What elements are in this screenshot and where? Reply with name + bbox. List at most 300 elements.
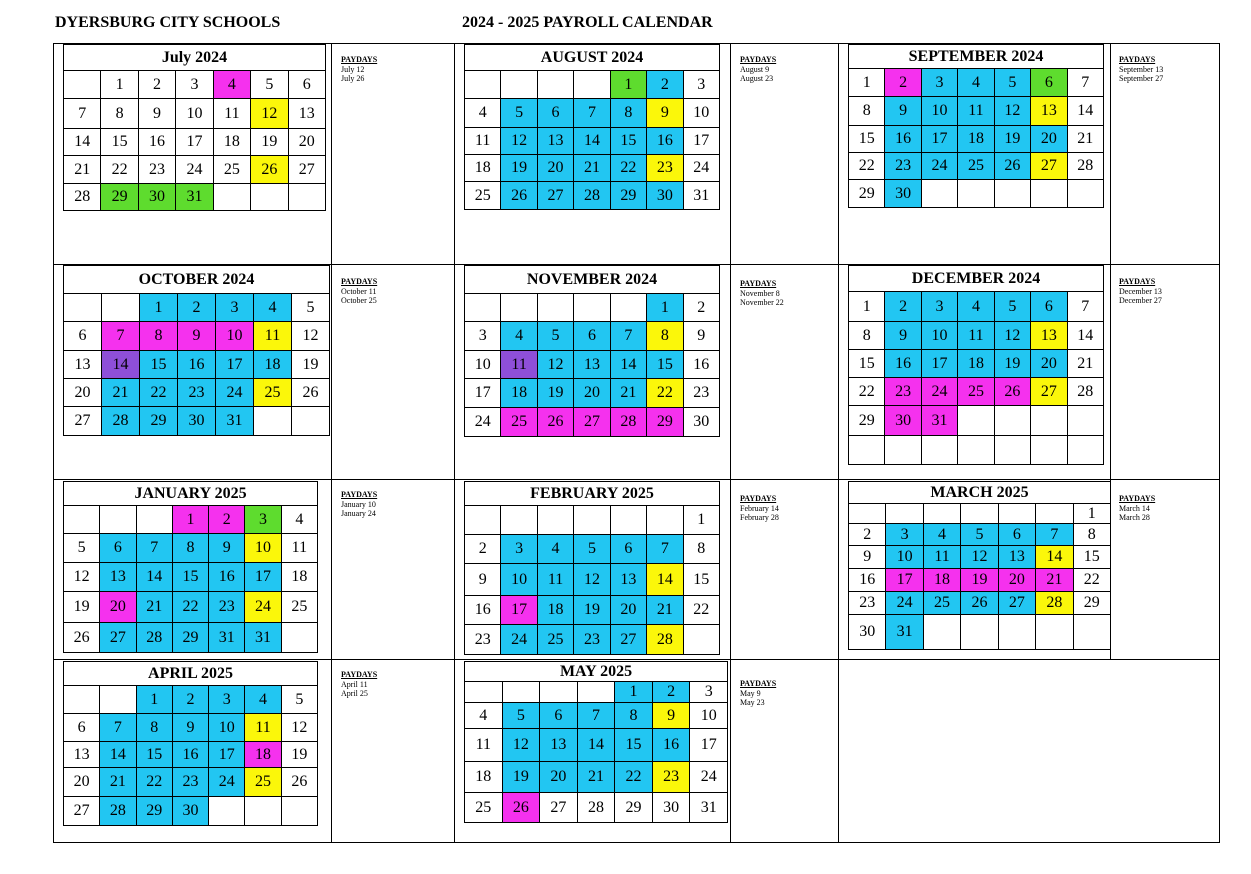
day-cell: 20 (100, 592, 136, 623)
month-calendar (464, 661, 728, 823)
day-cell: 23 (209, 592, 245, 623)
week-row (849, 180, 1104, 208)
day-cell: 14 (1067, 322, 1103, 350)
payday-date: August 23 (740, 74, 774, 84)
week-row (465, 128, 720, 155)
day-cell: 10 (465, 351, 501, 379)
day-cell: 10 (690, 703, 728, 729)
day-cell: 25 (465, 182, 501, 210)
day-cell: 30 (885, 180, 921, 208)
day-cell: 19 (251, 129, 288, 156)
day-cell: 22 (1073, 569, 1110, 592)
empty-day-cell (849, 436, 885, 465)
day-cell: 22 (172, 592, 208, 623)
day-cell: 4 (537, 535, 573, 564)
paydays-heading: PAYDAYS (740, 279, 777, 288)
week-row (849, 350, 1104, 378)
empty-day-cell (1031, 180, 1067, 208)
empty-day-cell (64, 294, 102, 322)
grid-divider (730, 43, 731, 843)
day-cell: 28 (1067, 153, 1103, 180)
week-row (64, 686, 318, 714)
empty-day-cell (849, 504, 886, 524)
day-cell: 14 (136, 563, 172, 592)
day-cell: 20 (574, 379, 610, 408)
day-cell: 6 (64, 322, 102, 351)
day-cell: 4 (465, 99, 501, 128)
day-cell: 22 (136, 768, 172, 797)
day-cell: 4 (465, 703, 503, 729)
day-cell: 6 (610, 535, 646, 564)
day-cell: 15 (849, 350, 885, 378)
day-cell: 8 (615, 703, 653, 729)
day-cell: 8 (1073, 524, 1110, 546)
day-cell: 15 (610, 128, 646, 155)
day-cell: 1 (683, 506, 719, 535)
day-cell: 16 (885, 126, 921, 153)
day-cell: 25 (213, 156, 250, 184)
day-cell: 13 (610, 564, 646, 596)
month-title: MARCH 2025 (849, 482, 1111, 504)
day-cell: 27 (998, 592, 1035, 615)
payday-date: July 12 (341, 65, 365, 75)
day-cell: 19 (64, 592, 100, 623)
day-cell: 29 (1073, 592, 1110, 615)
day-cell: 6 (574, 322, 610, 351)
week-row (465, 351, 720, 379)
month-title: July 2024 (64, 45, 326, 71)
day-cell: 6 (537, 99, 573, 128)
day-cell: 25 (245, 768, 281, 797)
day-cell: 22 (849, 153, 885, 180)
day-cell: 27 (1031, 378, 1067, 406)
month-calendar (63, 661, 318, 826)
week-row (64, 797, 318, 826)
day-cell: 3 (683, 71, 719, 99)
day-cell: 4 (501, 322, 537, 351)
week-row (849, 436, 1104, 465)
week-row (64, 534, 318, 563)
week-row (64, 592, 318, 623)
day-cell: 26 (251, 156, 288, 184)
day-cell: 12 (502, 729, 540, 762)
day-cell: 1 (615, 682, 653, 703)
empty-day-cell (537, 294, 573, 322)
day-cell: 12 (292, 322, 330, 351)
empty-day-cell (502, 682, 540, 703)
day-cell: 31 (683, 182, 719, 210)
day-cell: 23 (178, 379, 216, 407)
empty-day-cell (281, 797, 317, 826)
day-cell: 29 (615, 793, 653, 823)
day-cell: 16 (172, 742, 208, 768)
day-cell: 25 (281, 592, 317, 623)
day-cell: 10 (921, 97, 957, 126)
day-cell: 24 (216, 379, 254, 407)
day-cell: 26 (994, 153, 1030, 180)
payday-date: November 8 (740, 289, 780, 299)
week-row (465, 294, 720, 322)
day-cell: 7 (610, 322, 646, 351)
week-row (64, 506, 318, 534)
empty-day-cell (501, 506, 537, 535)
day-cell: 31 (209, 623, 245, 653)
day-cell: 19 (994, 350, 1030, 378)
day-cell: 7 (577, 703, 615, 729)
page-title: 2024 - 2025 PAYROLL CALENDAR (462, 14, 713, 31)
week-row (64, 156, 326, 184)
payday-date: May 9 (740, 689, 761, 699)
day-cell: 20 (288, 129, 325, 156)
day-cell: 19 (537, 379, 573, 408)
week-row (849, 153, 1104, 180)
day-cell: 27 (540, 793, 578, 823)
payday-date: October 25 (341, 296, 377, 306)
day-cell: 4 (245, 686, 281, 714)
day-cell: 2 (683, 294, 720, 322)
empty-day-cell (465, 71, 501, 99)
paydays-box (1119, 55, 1163, 84)
day-cell: 12 (961, 546, 998, 569)
day-cell: 29 (849, 180, 885, 208)
day-cell: 21 (1067, 126, 1103, 153)
paydays-heading: PAYDAYS (1119, 55, 1156, 64)
empty-day-cell (610, 294, 646, 322)
empty-day-cell (923, 615, 960, 650)
day-cell: 25 (537, 625, 573, 655)
day-cell: 21 (102, 379, 140, 407)
day-cell: 24 (683, 155, 719, 182)
empty-day-cell (100, 506, 136, 534)
empty-day-cell (885, 436, 921, 465)
day-cell: 7 (647, 535, 683, 564)
paydays-box (341, 670, 377, 699)
day-cell: 13 (540, 729, 578, 762)
day-cell: 7 (1036, 524, 1073, 546)
day-cell: 21 (100, 768, 136, 797)
day-cell: 16 (652, 729, 690, 762)
month-title: SEPTEMBER 2024 (849, 45, 1104, 69)
day-cell: 23 (647, 155, 683, 182)
day-cell: 11 (958, 97, 994, 126)
grid-divider (53, 659, 1220, 660)
day-cell: 7 (1067, 69, 1103, 97)
week-row (64, 71, 326, 99)
day-cell: 9 (885, 322, 921, 350)
day-cell: 26 (502, 793, 540, 823)
empty-day-cell (465, 682, 503, 703)
day-cell: 9 (138, 99, 175, 129)
payday-date: April 11 (341, 680, 368, 690)
month-calendar (63, 265, 330, 436)
day-cell: 25 (958, 153, 994, 180)
day-cell: 15 (136, 742, 172, 768)
day-cell: 9 (647, 99, 683, 128)
day-cell: 18 (501, 379, 537, 408)
day-cell: 13 (574, 351, 610, 379)
week-row (849, 322, 1104, 350)
day-cell: 24 (886, 592, 923, 615)
day-cell: 21 (1067, 350, 1103, 378)
payday-date: July 26 (341, 74, 365, 84)
day-cell: 28 (610, 408, 646, 437)
paydays-box (341, 490, 377, 519)
day-cell: 24 (921, 153, 957, 180)
day-cell: 7 (1067, 292, 1103, 322)
day-cell: 3 (921, 69, 957, 97)
day-cell: 13 (537, 128, 573, 155)
organization-name: DYERSBURG CITY SCHOOLS (55, 14, 281, 31)
day-cell: 15 (683, 564, 719, 596)
empty-day-cell (574, 506, 610, 535)
day-cell: 26 (292, 379, 330, 407)
week-row (465, 596, 720, 625)
week-row (465, 182, 720, 210)
day-cell: 24 (690, 762, 728, 793)
payday-date: February 28 (740, 513, 779, 523)
day-cell: 11 (213, 99, 250, 129)
day-cell: 6 (64, 714, 100, 742)
empty-day-cell (994, 436, 1030, 465)
day-cell: 5 (251, 71, 288, 99)
day-cell: 28 (136, 623, 172, 653)
day-cell: 29 (140, 407, 178, 436)
day-cell: 3 (921, 292, 957, 322)
day-cell: 28 (1067, 378, 1103, 406)
day-cell: 5 (501, 99, 537, 128)
week-row (849, 615, 1111, 650)
day-cell: 17 (921, 126, 957, 153)
empty-day-cell (540, 682, 578, 703)
day-cell: 14 (64, 129, 101, 156)
week-row (849, 569, 1111, 592)
day-cell: 12 (251, 99, 288, 129)
day-cell: 21 (64, 156, 101, 184)
day-cell: 1 (101, 71, 138, 99)
empty-day-cell (998, 504, 1035, 524)
week-row (465, 703, 728, 729)
day-cell: 27 (100, 623, 136, 653)
day-cell: 8 (101, 99, 138, 129)
day-cell: 17 (921, 350, 957, 378)
week-row (849, 504, 1111, 524)
day-cell: 12 (994, 322, 1030, 350)
day-cell: 11 (281, 534, 317, 563)
week-row (849, 97, 1104, 126)
empty-day-cell (961, 615, 998, 650)
empty-day-cell (994, 406, 1030, 436)
day-cell: 29 (849, 406, 885, 436)
day-cell: 19 (501, 155, 537, 182)
empty-day-cell (281, 623, 317, 653)
empty-day-cell (683, 625, 719, 655)
day-cell: 26 (64, 623, 100, 653)
day-cell: 11 (537, 564, 573, 596)
day-cell: 10 (216, 322, 254, 351)
empty-day-cell (1036, 615, 1073, 650)
day-cell: 14 (102, 351, 140, 379)
day-cell: 5 (502, 703, 540, 729)
day-cell: 6 (998, 524, 1035, 546)
day-cell: 16 (138, 129, 175, 156)
day-cell: 23 (465, 625, 501, 655)
day-cell: 23 (683, 379, 720, 408)
day-cell: 13 (1031, 322, 1067, 350)
day-cell: 11 (501, 351, 537, 379)
week-row (465, 322, 720, 351)
week-row (64, 129, 326, 156)
paydays-heading: PAYDAYS (341, 55, 378, 64)
day-cell: 19 (994, 126, 1030, 153)
day-cell: 25 (501, 408, 537, 437)
day-cell: 13 (1031, 97, 1067, 126)
day-cell: 3 (690, 682, 728, 703)
day-cell: 1 (172, 506, 208, 534)
empty-day-cell (213, 184, 250, 211)
day-cell: 5 (64, 534, 100, 563)
day-cell: 28 (1036, 592, 1073, 615)
month-title: DECEMBER 2024 (849, 266, 1104, 292)
week-row (849, 126, 1104, 153)
day-cell: 18 (923, 569, 960, 592)
day-cell: 19 (574, 596, 610, 625)
paydays-box (341, 55, 377, 84)
day-cell: 27 (610, 625, 646, 655)
day-cell: 8 (683, 535, 719, 564)
week-row (465, 155, 720, 182)
day-cell: 1 (140, 294, 178, 322)
payday-date: February 14 (740, 504, 779, 514)
day-cell: 19 (961, 569, 998, 592)
week-row (465, 379, 720, 408)
empty-day-cell (998, 615, 1035, 650)
day-cell: 3 (465, 322, 501, 351)
payday-date: August 9 (740, 65, 770, 75)
day-cell: 5 (994, 69, 1030, 97)
day-cell: 8 (647, 322, 683, 351)
day-cell: 27 (64, 797, 100, 826)
week-row (465, 762, 728, 793)
day-cell: 13 (288, 99, 325, 129)
day-cell: 15 (647, 351, 683, 379)
empty-day-cell (574, 294, 610, 322)
week-row (64, 563, 318, 592)
day-cell: 18 (465, 155, 501, 182)
day-cell: 17 (216, 351, 254, 379)
empty-day-cell (102, 294, 140, 322)
day-cell: 18 (245, 742, 281, 768)
day-cell: 20 (1031, 126, 1067, 153)
day-cell: 14 (100, 742, 136, 768)
day-cell: 14 (647, 564, 683, 596)
day-cell: 20 (64, 768, 100, 797)
day-cell: 6 (540, 703, 578, 729)
day-cell: 12 (501, 128, 537, 155)
day-cell: 30 (683, 408, 720, 437)
day-cell: 22 (615, 762, 653, 793)
paydays-box (1119, 494, 1155, 523)
week-row (64, 322, 330, 351)
day-cell: 15 (172, 563, 208, 592)
empty-day-cell (136, 506, 172, 534)
day-cell: 8 (172, 534, 208, 563)
day-cell: 22 (610, 155, 646, 182)
week-row (849, 378, 1104, 406)
day-cell: 9 (172, 714, 208, 742)
month-calendar (464, 481, 720, 655)
day-cell: 24 (465, 408, 501, 437)
payday-date: October 11 (341, 287, 377, 297)
week-row (849, 546, 1111, 569)
day-cell: 17 (683, 128, 719, 155)
day-cell: 6 (288, 71, 325, 99)
day-cell: 12 (994, 97, 1030, 126)
day-cell: 19 (281, 742, 317, 768)
week-row (64, 379, 330, 407)
day-cell: 18 (958, 350, 994, 378)
day-cell: 2 (885, 69, 921, 97)
day-cell: 2 (885, 292, 921, 322)
day-cell: 2 (209, 506, 245, 534)
week-row (849, 69, 1104, 97)
day-cell: 10 (921, 322, 957, 350)
empty-day-cell (288, 184, 325, 211)
day-cell: 21 (1036, 569, 1073, 592)
day-cell: 17 (501, 596, 537, 625)
payday-date: December 27 (1119, 296, 1162, 306)
day-cell: 18 (254, 351, 292, 379)
day-cell: 26 (281, 768, 317, 797)
day-cell: 18 (465, 762, 503, 793)
month-calendar (848, 481, 1111, 650)
day-cell: 28 (64, 184, 101, 211)
day-cell: 6 (1031, 69, 1067, 97)
payday-date: April 25 (341, 689, 368, 699)
day-cell: 22 (647, 379, 683, 408)
day-cell: 29 (101, 184, 138, 211)
month-calendar (63, 44, 326, 211)
day-cell: 4 (923, 524, 960, 546)
day-cell: 10 (886, 546, 923, 569)
week-row (465, 535, 720, 564)
day-cell: 28 (647, 625, 683, 655)
day-cell: 1 (849, 69, 885, 97)
month-title: AUGUST 2024 (465, 45, 720, 71)
paydays-heading: PAYDAYS (740, 55, 777, 64)
day-cell: 18 (958, 126, 994, 153)
day-cell: 17 (886, 569, 923, 592)
payday-date: January 24 (341, 509, 376, 519)
day-cell: 23 (885, 378, 921, 406)
day-cell: 2 (178, 294, 216, 322)
day-cell: 15 (101, 129, 138, 156)
day-cell: 13 (64, 351, 102, 379)
empty-day-cell (245, 797, 281, 826)
empty-day-cell (501, 294, 537, 322)
day-cell: 4 (254, 294, 292, 322)
day-cell: 16 (885, 350, 921, 378)
week-row (849, 406, 1104, 436)
month-title: JANUARY 2025 (64, 482, 318, 506)
empty-day-cell (958, 180, 994, 208)
day-cell: 16 (683, 351, 720, 379)
day-cell: 10 (176, 99, 213, 129)
day-cell: 8 (140, 322, 178, 351)
week-row (64, 768, 318, 797)
day-cell: 30 (172, 797, 208, 826)
day-cell: 30 (647, 182, 683, 210)
day-cell: 5 (537, 322, 573, 351)
